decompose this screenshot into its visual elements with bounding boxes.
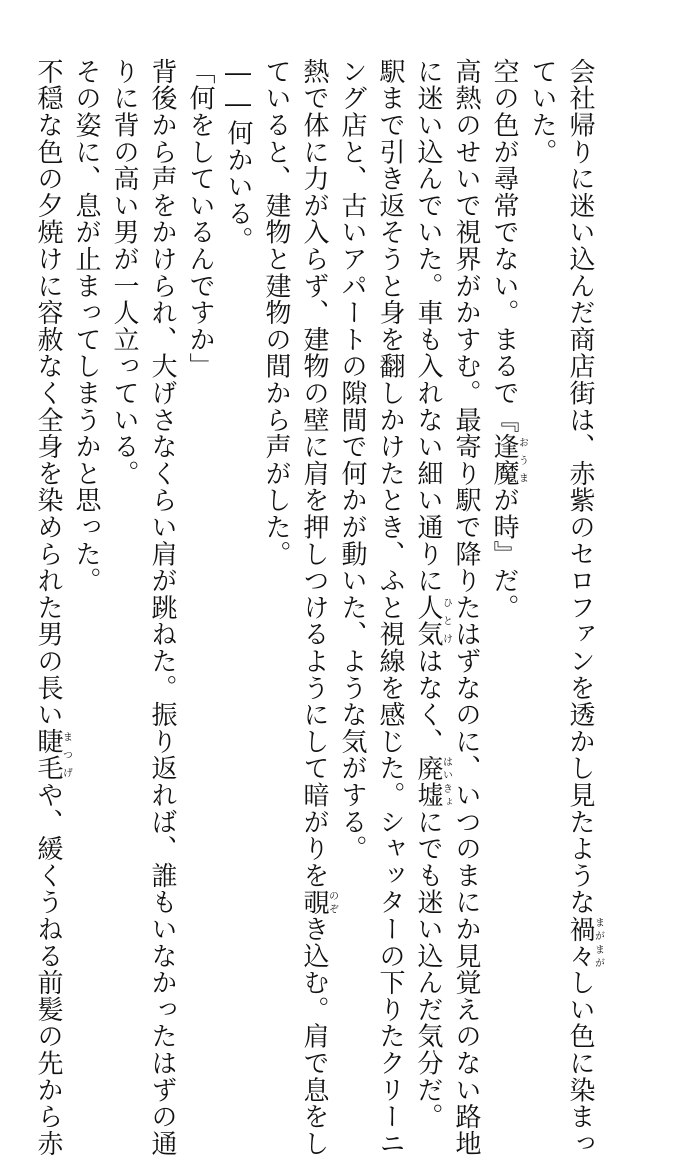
text-column-12: 背後から声をかけられ、大げさなくらい肩が跳ねた。振り返れば、誰もいなかったはずの通 [147, 58, 177, 1157]
text-column-4: 高熱のせいで視界がかすむ。最寄り駅で降りたはずなのに、いつのまにか見覚えのない路地 [451, 58, 481, 1157]
text-column-6: 駅まで引き返そうと身を翻しかけたとき、ふと視線を感じた。シャッターの下りたクリーニ [375, 58, 405, 1157]
text-column-15: 不穏な色の夕焼けに容赦なく全身を染められた男の長い睫毛まつげや、緩くうねる前髪の先から赤 [33, 58, 72, 1157]
ruby-hitoke: ひとけ [440, 594, 452, 648]
ruby-nozo: のぞ [326, 888, 338, 916]
ruby-haikyo: はいきょ [440, 754, 452, 809]
ruby-magamaga: まがまが [592, 915, 604, 970]
text-column-2: ていた。 [527, 58, 557, 166]
text-column-14: その姿に、息が止まってしまうかと思った。 [71, 58, 101, 594]
text-column-5: に迷い込んでいた。車も入れない細い通りに人気ひとけはなく、廃墟はいきょにでも迷い込んだ気分だ。 [413, 58, 452, 1131]
text-column-1: 会社帰りに迷い込んだ商店街は、赤紫のセロファンを透かし見たような禍々まがまがしい色に染まっ [565, 58, 604, 1157]
text-column-8: 熱で体に力が入らず、建物の壁に肩を押しつけるようにして暗がりを覗のぞき込む。肩で息をし [299, 58, 338, 1157]
text-column-7: ング店と、古いアパートの隙間で何かが動いた、ような気がする。 [337, 58, 367, 862]
text-column-13: りに背の高い男が一人立っている。 [109, 58, 139, 487]
ruby-matsuge: まつげ [60, 728, 72, 782]
ruby-oma: おうま [516, 433, 528, 487]
text-column-11: 「何をしているんですか」 [185, 58, 215, 380]
text-column-10: ――何かいる。 [223, 58, 253, 254]
text-column-3: 空の色が尋常でない。まるで『逢魔おうまが時』だ。 [489, 58, 528, 621]
text-column-9: ていると、建物と建物の間から声がした。 [261, 58, 291, 568]
